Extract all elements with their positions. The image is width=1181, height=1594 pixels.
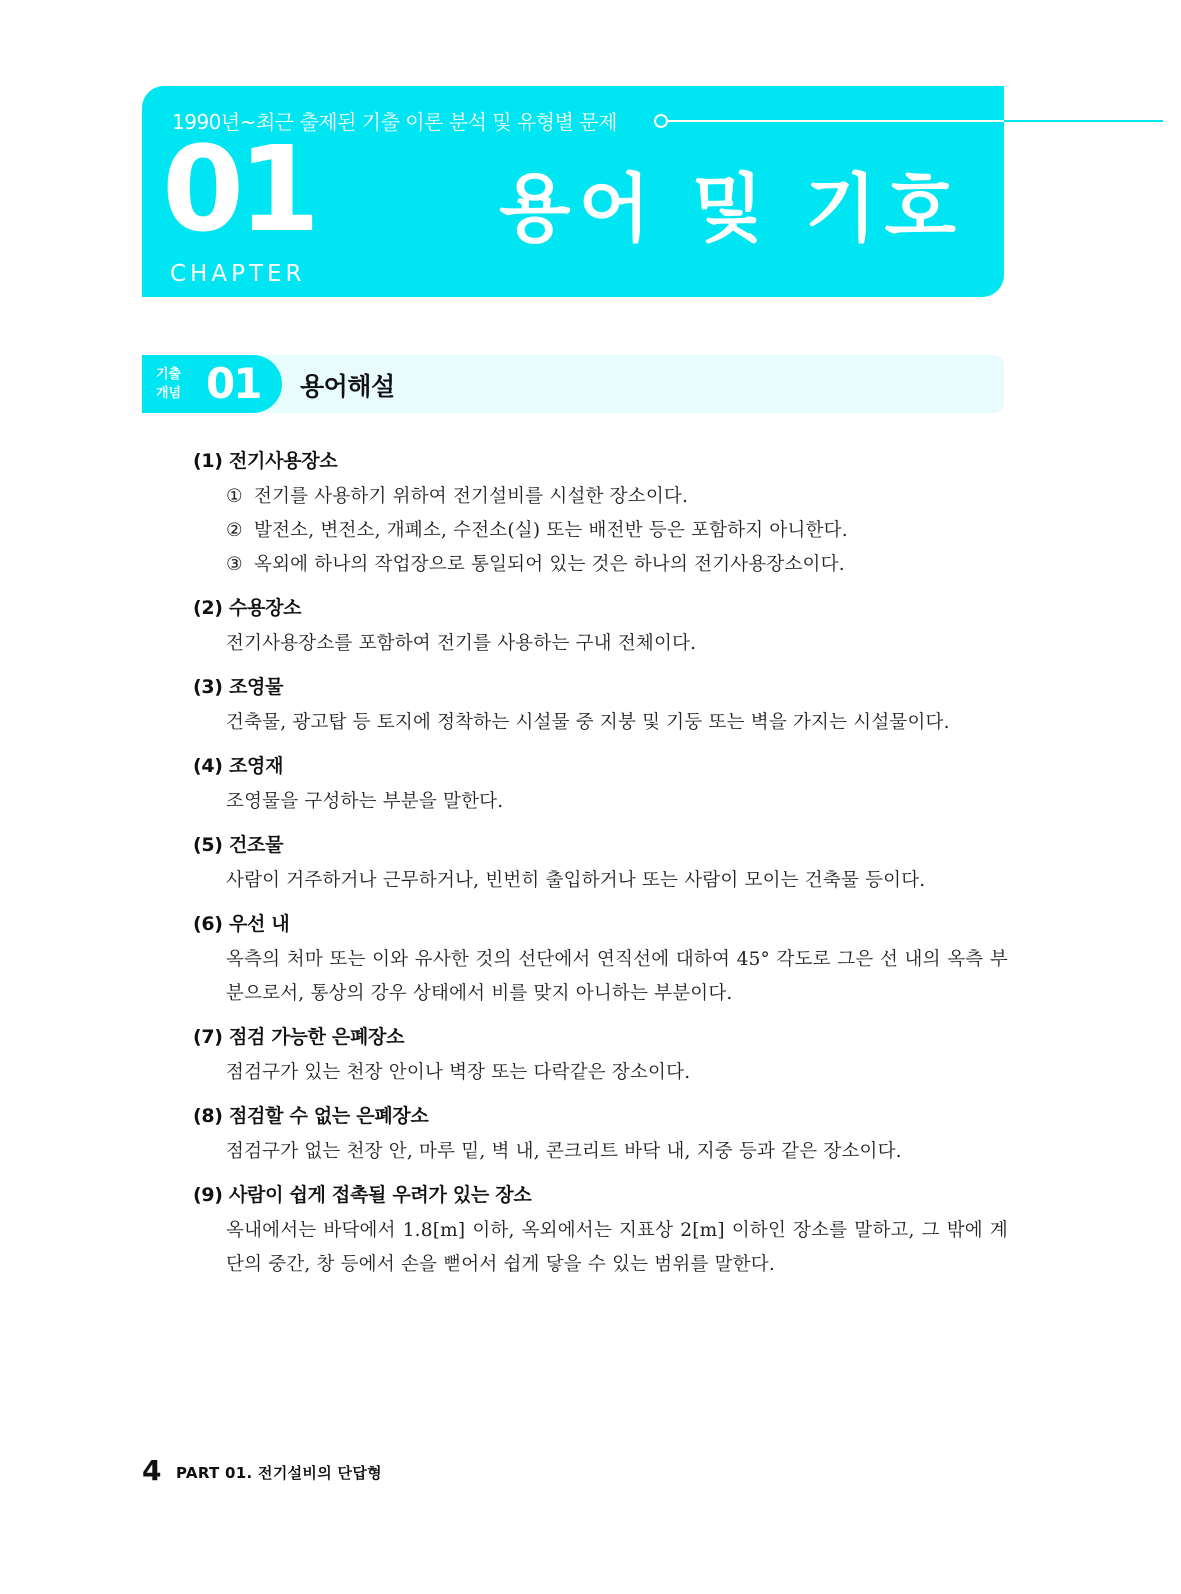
section-badge-label [156, 365, 181, 403]
term-heading: (3) 조영물 [193, 676, 284, 698]
term-heading: (9) 사람이 쉽게 접촉될 우려가 있는 장소 [193, 1184, 532, 1206]
sub-item-marker: ③ [226, 554, 243, 575]
term-heading: (5) 건조물 [193, 834, 284, 856]
term-definition: 점검구가 없는 천장 안, 마루 밑, 벽 내, 콘크리트 바닥 내, 지중 등과 같은 장소이다. [226, 1141, 902, 1162]
sub-item-marker: ② [226, 520, 243, 541]
term-definition: 전기사용장소를 포함하여 전기를 사용하는 구내 전체이다. [226, 633, 697, 654]
section-badge [142, 355, 282, 413]
term-heading: (4) 조영재 [193, 755, 284, 777]
term-item [193, 1102, 1008, 1169]
term-item [193, 1023, 1008, 1090]
term-heading: (7) 점검 가능한 은폐장소 [193, 1026, 405, 1048]
section-bar [142, 355, 1004, 413]
term-heading: (6) 우선 내 [193, 913, 290, 935]
sub-item [226, 514, 1008, 548]
chapter-header [142, 86, 1004, 297]
chapter-number: 01 [162, 120, 315, 258]
chapter-title: 용어 및 기호 [499, 166, 964, 252]
footer-part-label: PART 01. 전기설비의 단답형 [176, 1464, 382, 1482]
term-heading: (2) 수용장소 [193, 597, 302, 619]
term-definition: 점검구가 있는 천장 안이나 벽장 또는 다락같은 장소이다. [226, 1062, 691, 1083]
section-title: 용어해설 [300, 372, 395, 401]
chapter-subtitle: 1990년~최근 출제된 기출 이론 분석 및 유형별 문제 [172, 110, 617, 134]
term-item [193, 673, 1008, 740]
chapter-label: CHAPTER [170, 261, 306, 287]
term-definition: 옥내에서는 바닥에서 1.8[m] 이하, 옥외에서는 지표상 2[m] 이하인 장소를 말하고, 그 밖에 계단의 중간, 창 등에서 손을 뻗어서 쉽게 닿을 수 있는 범위를 말한다. [226, 1220, 1008, 1275]
sub-item [226, 548, 1008, 582]
decorative-circle-icon [654, 114, 668, 128]
page-number: 4 [142, 1454, 162, 1487]
term-subitems [193, 480, 1008, 582]
term-item [193, 910, 1008, 1011]
sub-item-text: 전기를 사용하기 위하여 전기설비를 시설한 장소이다. [254, 486, 689, 507]
term-definition: 옥측의 처마 또는 이와 유사한 것의 선단에서 연직선에 대하여 45° 각도로 그은 선 내의 옥측 부분으로서, 통상의 강우 상태에서 비를 맞지 아니하는 부분이다. [226, 949, 1008, 1004]
badge-label-line1: 기출 [156, 367, 182, 382]
term-heading: (8) 점검할 수 없는 은폐장소 [193, 1105, 429, 1127]
term-definition: 사람이 거주하거나 근무하거나, 빈번히 출입하거나 또는 사람이 모이는 건축물 등이다. [226, 870, 926, 891]
decorative-line-extension [1004, 120, 1163, 122]
term-definition: 조영물을 구성하는 부분을 말한다. [226, 791, 504, 812]
term-item [193, 594, 1008, 661]
term-item [193, 752, 1008, 819]
sub-item [226, 480, 1008, 514]
section-badge-number: 01 [206, 359, 261, 408]
terms-list [193, 447, 1008, 1294]
term-definition: 건축물, 광고탑 등 토지에 정착하는 시설물 중 지붕 및 기둥 또는 벽을 가지는 시설물이다. [226, 712, 950, 733]
term-item [193, 447, 1008, 582]
sub-item-marker: ① [226, 486, 243, 507]
term-item [193, 1181, 1008, 1282]
sub-item-text: 발전소, 변전소, 개폐소, 수전소(실) 또는 배전반 등은 포함하지 아니한다. [254, 520, 848, 541]
term-heading: (1) 전기사용장소 [193, 450, 338, 472]
sub-item-text: 옥외에 하나의 작업장으로 통일되어 있는 것은 하나의 전기사용장소이다. [254, 554, 845, 575]
badge-label-line2: 개념 [156, 386, 182, 401]
term-item [193, 831, 1008, 898]
